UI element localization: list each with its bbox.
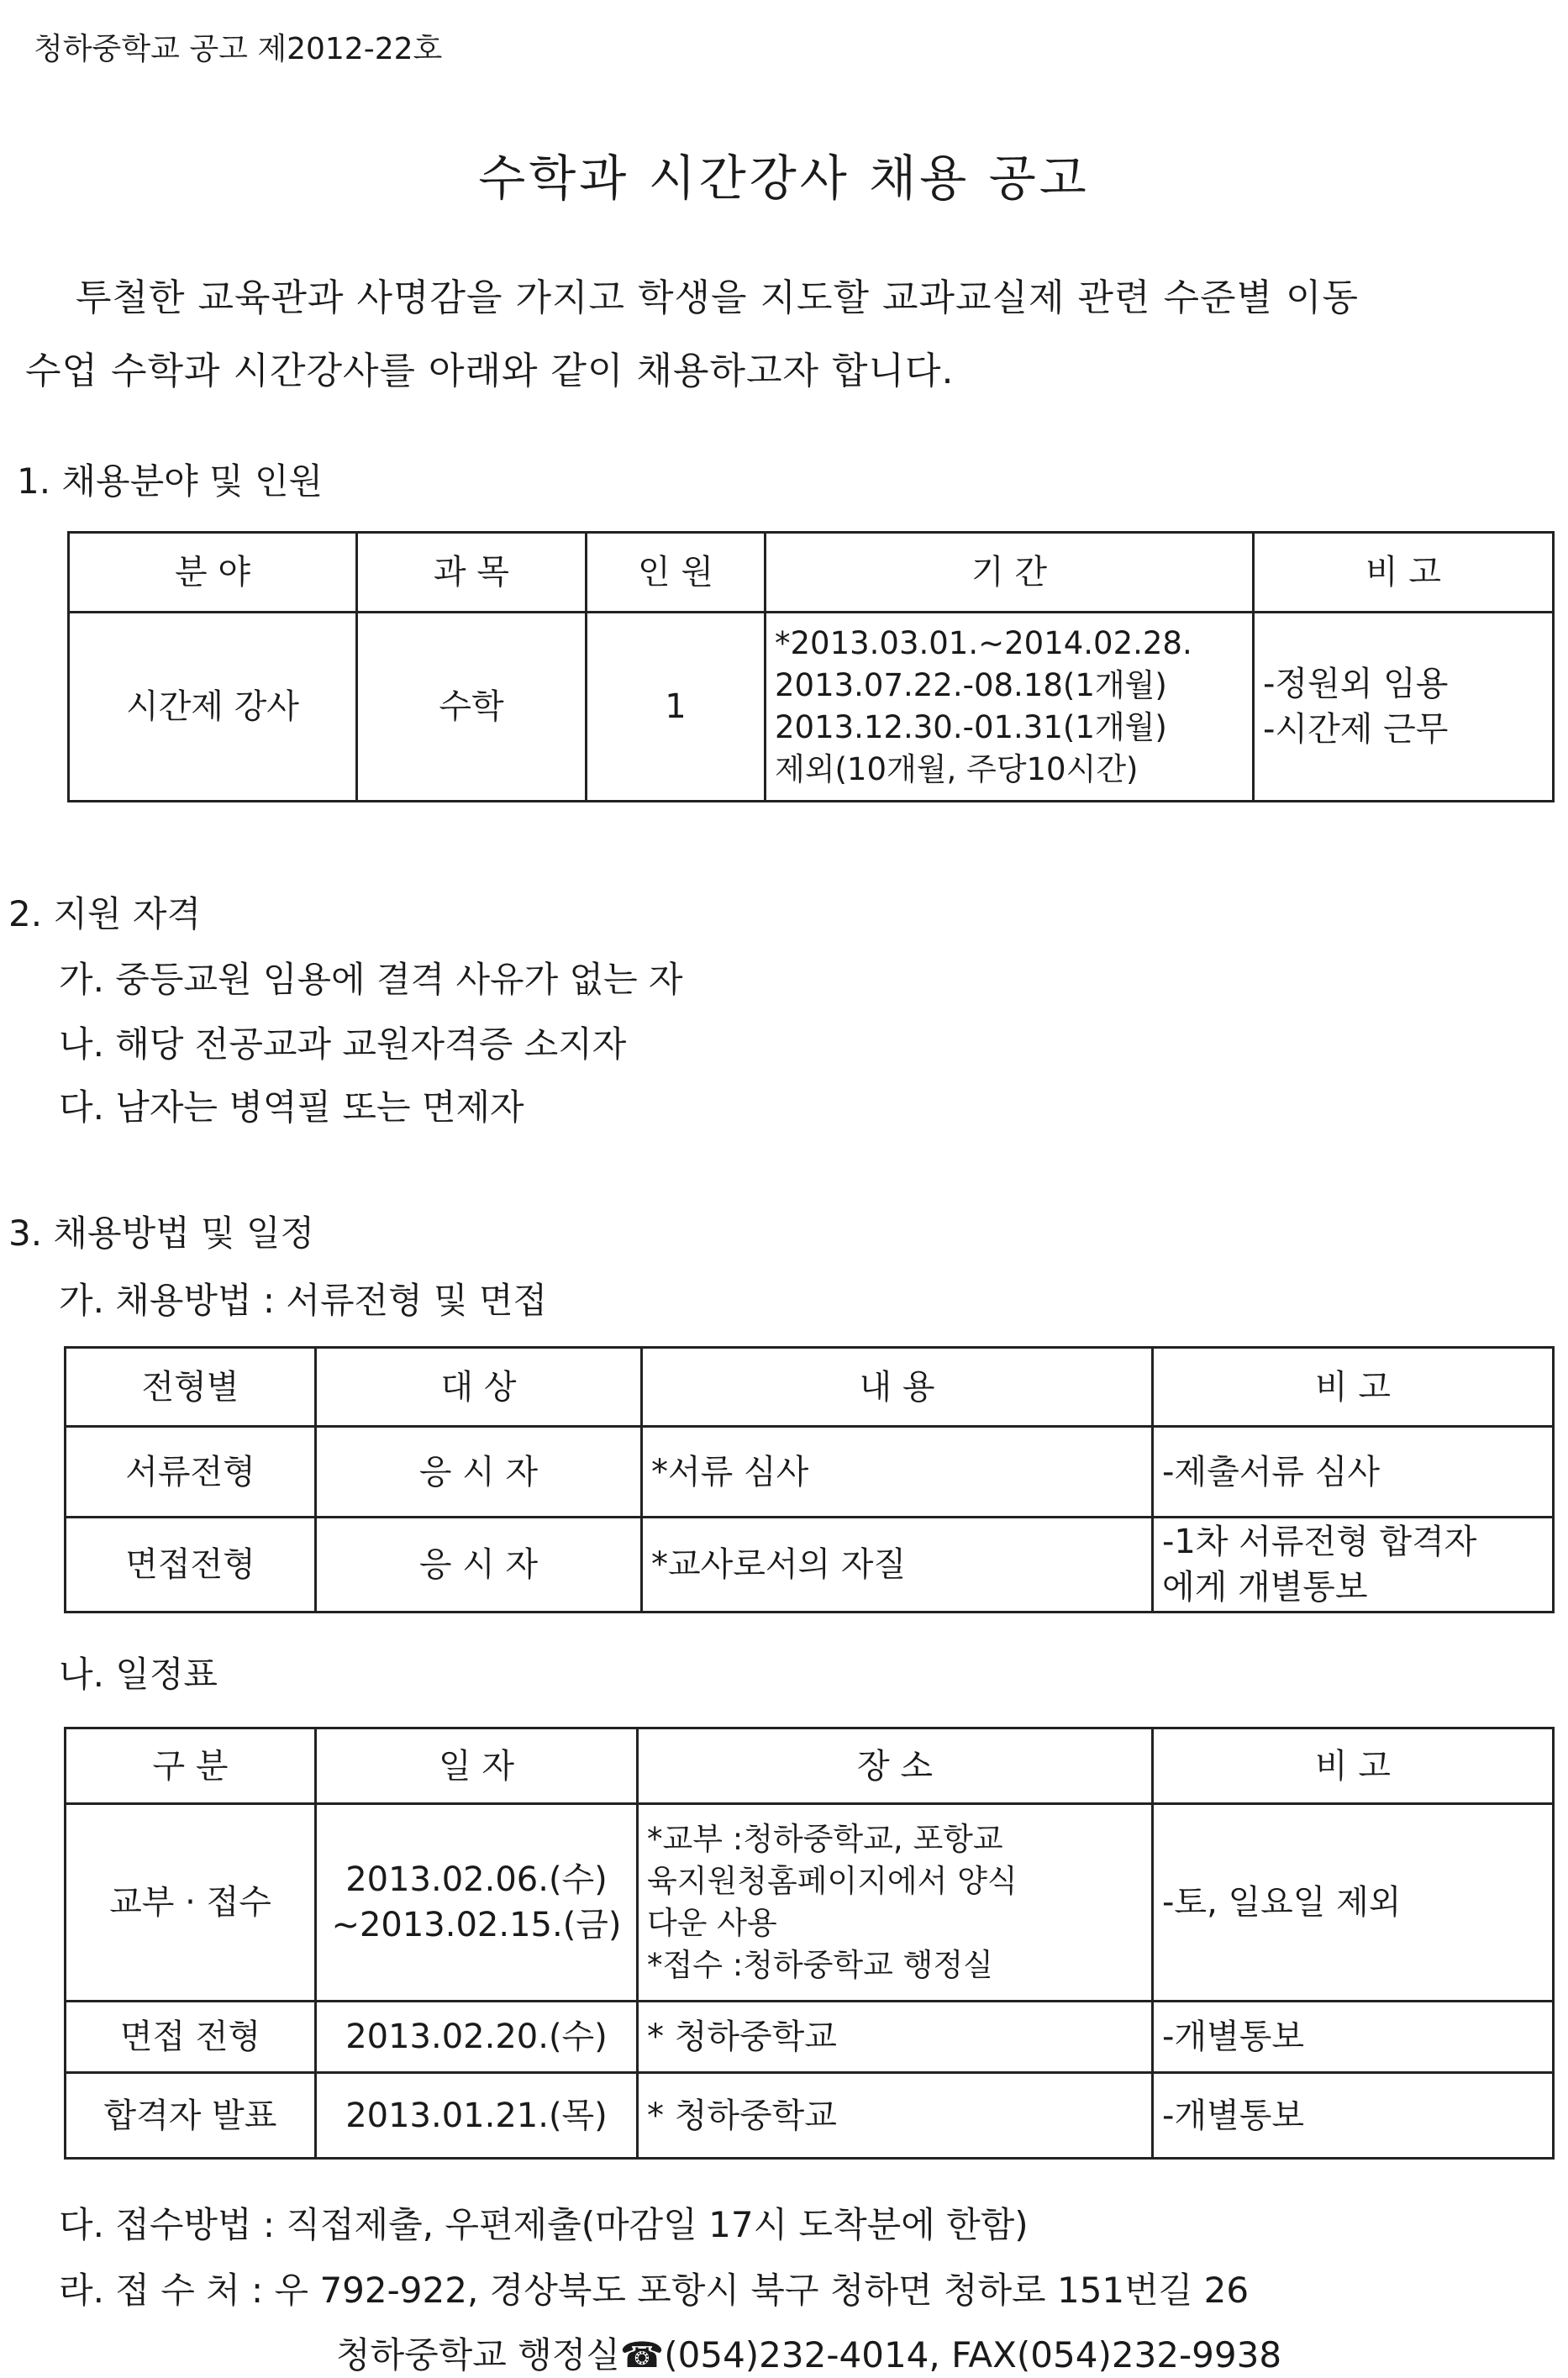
table-row <box>66 2073 1554 2159</box>
date-cell: 2013.01.21.(목) <box>316 2073 638 2159</box>
count-cell: 1 <box>587 613 766 802</box>
col-header: 내 용 <box>642 1348 1153 1427</box>
method-table <box>64 1346 1555 1613</box>
content-cell: *서류 심사 <box>642 1427 1153 1518</box>
col-header: 인 원 <box>587 533 766 613</box>
section2-heading: 2. 지원 자격 <box>8 893 202 934</box>
note-line: 에게 개별통보 <box>1162 1568 1368 1607</box>
table-row <box>66 1427 1554 1518</box>
qualification-item: 다. 남자는 병역필 또는 면제자 <box>59 1086 524 1128</box>
qualification-item: 가. 중등교원 임용에 결격 사유가 없는 자 <box>59 959 683 1000</box>
table-row <box>69 613 1554 802</box>
qualification-item: 나. 해당 전공교과 교원자격증 소지자 <box>59 1023 627 1065</box>
note-cell <box>1254 613 1554 802</box>
schedule-table <box>64 1727 1555 2160</box>
date-line: ~2013.02.15.(금) <box>331 1906 622 1944</box>
note-cell: -토, 일요일 제외 <box>1153 1804 1554 2002</box>
col-header: 비 고 <box>1254 533 1554 613</box>
place-line: 육지원청홈페이지에서 양식 <box>647 1863 1018 1900</box>
notice-number: 청하중학교 공고 제2012-22호 <box>34 32 443 66</box>
content-cell: *교사로서의 자질 <box>642 1518 1153 1613</box>
col-header: 전형별 <box>66 1348 316 1427</box>
stage-cell: 서류전형 <box>66 1427 316 1518</box>
submission-method: 다. 접수방법 : 직접제출, 우편제출(마감일 17시 도착분에 한함) <box>59 2204 1029 2245</box>
col-header: 비 고 <box>1153 1348 1554 1427</box>
col-header: 장 소 <box>638 1728 1153 1804</box>
intro-line-2: 수업 수학과 시간강사를 아래와 같이 채용하고자 합니다. <box>25 350 955 392</box>
section3-heading: 3. 채용방법 및 일정 <box>8 1213 315 1254</box>
date-line: 2013.02.06.(수) <box>345 1860 608 1899</box>
col-header: 분 야 <box>69 533 357 613</box>
note-line: -1차 서류전형 합격자 <box>1162 1523 1477 1561</box>
place-line: *교부 :청하중학교, 포항교 <box>647 1821 1003 1858</box>
col-header: 대 상 <box>316 1348 642 1427</box>
place-cell: * 청하중학교 <box>638 2002 1153 2073</box>
col-header: 일 자 <box>316 1728 638 1804</box>
col-header: 기 간 <box>766 533 1254 613</box>
note-line: -정원외 임용 <box>1263 665 1449 703</box>
note-cell: -제출서류 심사 <box>1153 1427 1554 1518</box>
col-header: 비 고 <box>1153 1728 1554 1804</box>
field-cell: 시간제 강사 <box>69 613 357 802</box>
period-line: 2013.12.30.-01.31(1개월) <box>775 709 1167 745</box>
place-cell <box>638 1804 1153 2002</box>
col-header: 구 분 <box>66 1728 316 1804</box>
place-line: 다운 사용 <box>647 1905 777 1941</box>
note-cell <box>1153 1518 1554 1613</box>
schedule-heading: 나. 일정표 <box>59 1654 218 1695</box>
method-heading: 가. 채용방법 : 서류전형 및 면접 <box>59 1280 548 1321</box>
section1-heading: 1. 채용분야 및 인원 <box>17 460 324 502</box>
item-cell: 합격자 발표 <box>66 2073 316 2159</box>
contact-info: 청하중학교 행정실☎(054)232-4014, FAX(054)232-9938 <box>336 2334 1282 2375</box>
period-line: 제외(10개월, 주당10시간) <box>775 750 1139 787</box>
item-cell: 교부 · 접수 <box>66 1804 316 2002</box>
period-cell <box>766 613 1254 802</box>
note-cell: -개별통보 <box>1153 2002 1554 2073</box>
date-cell <box>316 1804 638 2002</box>
table-row <box>66 1804 1554 2002</box>
page-title: 수학과 시간강사 채용 공고 <box>478 150 1090 207</box>
target-cell: 응 시 자 <box>316 1518 642 1613</box>
period-line: *2013.03.01.~2014.02.28. <box>775 625 1192 662</box>
table-row <box>66 2002 1554 2073</box>
note-line: -시간제 근무 <box>1263 710 1449 749</box>
submission-place: 라. 접 수 처 : 우 792-922, 경상북도 포항시 북구 청하면 청하로 151번길 26 <box>59 2270 1250 2311</box>
target-cell: 응 시 자 <box>316 1427 642 1518</box>
date-cell: 2013.02.20.(수) <box>316 2002 638 2073</box>
col-header: 과 목 <box>357 533 587 613</box>
recruitment-table <box>67 531 1555 802</box>
stage-cell: 면접전형 <box>66 1518 316 1613</box>
note-cell: -개별통보 <box>1153 2073 1554 2159</box>
subject-cell: 수학 <box>357 613 587 802</box>
item-cell: 면접 전형 <box>66 2002 316 2073</box>
table-row <box>66 1518 1554 1613</box>
period-line: 2013.07.22.-08.18(1개월) <box>775 667 1167 704</box>
place-cell: * 청하중학교 <box>638 2073 1153 2159</box>
place-line: *접수 :청하중학교 행정실 <box>647 1946 993 1983</box>
intro-line-1: 투철한 교육관과 사명감을 가지고 학생을 지도할 교과교실제 관련 수준별 이동 <box>76 276 1360 319</box>
